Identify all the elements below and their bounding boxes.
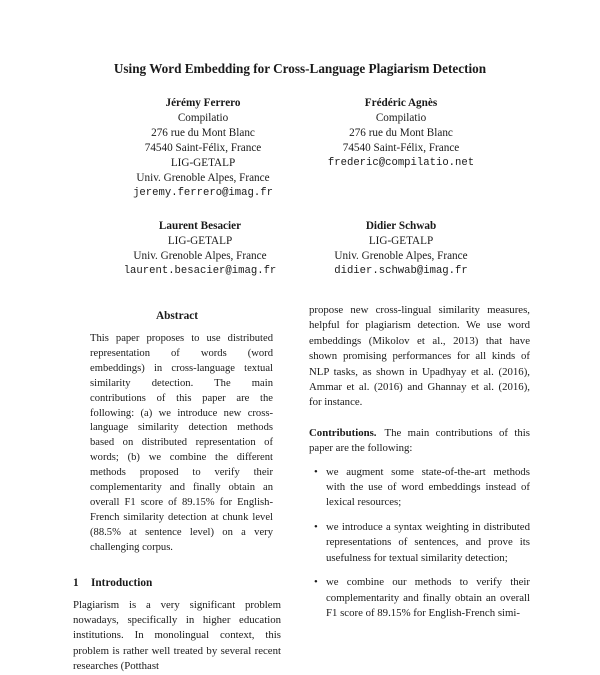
author-email: frederic@compilatio.net — [327, 157, 475, 169]
abstract-heading: Abstract — [155, 310, 199, 322]
author-affiliation: Compilatio — [375, 112, 427, 124]
author-name: Didier Schwab — [365, 220, 437, 232]
section-heading — [73, 577, 281, 589]
author-name: Jérémy Ferrero — [165, 97, 241, 109]
list-item — [314, 575, 530, 621]
left-column — [73, 310, 281, 675]
contributions-list — [309, 465, 530, 622]
bullet-icon: • — [314, 576, 318, 589]
list-item-text: we augment some state-of-the-art methods with the use of word embeddings instead of lexical resources; — [326, 465, 530, 509]
list-item — [314, 520, 530, 566]
author-affiliation: 74540 Saint-Félix, France — [342, 142, 460, 154]
author-affiliation: 74540 Saint-Félix, France — [144, 142, 262, 154]
author-email: jeremy.ferrero@imag.fr — [133, 187, 273, 199]
contributions-label: Contributions. — [309, 426, 377, 439]
author-affiliation: LIG-GETALP — [167, 235, 233, 247]
author-affiliation: LIG-GETALP — [170, 157, 236, 169]
bullet-icon: • — [314, 520, 318, 533]
abstract-text: This paper proposes to use distributed representation of words (word embeddings) in cross-language textual similarity detection. The main contributions of this paper are the following: (a) we introduce new cross-language similarity detection methods based on distributed representation of words; (b) we combine the different methods proposed to verify their complementarity and finally obtain an overall F1 score of 89.15% for English-French similarity detection at chunk level (88.5% at sentence level) on a very challenging corpus. — [90, 333, 273, 553]
contributions-text: The main contributions of this paper are the following: — [309, 426, 530, 455]
author-email: laurent.besacier@imag.fr — [123, 265, 277, 277]
author-block — [271, 96, 531, 171]
section-title: Introduction — [91, 576, 153, 589]
list-item — [314, 465, 530, 511]
intro-text: Plagiarism is a very significant problem nowadays, specifically in higher education institutions. In monolingual context, this problem is rather well treated by several recent researches (Potthast — [73, 598, 281, 673]
author-email: didier.schwab@imag.fr — [334, 265, 468, 277]
author-name: Frédéric Agnès — [364, 97, 438, 109]
list-item-text: we introduce a syntax weighting in distributed representations of sentences, and prove its usefulness for textual similarity detection; — [326, 520, 530, 564]
body-paragraph: propose new cross-lingual similarity measures, helpful for plagiarism detection. We use word embeddings (Mikolov et al., 2013) that have shown promising performances for all kinds of NLP tasks, as shown in Upadhyay et al. (2016), Ammar et al. (2016) and Ghannay et al. (2016), for instance. — [309, 304, 530, 409]
author-affiliation: Univ. Grenoble Alpes, France — [133, 250, 267, 262]
author-name: Laurent Besacier — [158, 220, 242, 232]
paper-title: Using Word Embedding for Cross-Language Plagiarism Detection — [113, 61, 487, 76]
author-affiliation: 276 rue du Mont Blanc — [151, 127, 255, 139]
contributions-paragraph — [309, 426, 530, 457]
bullet-icon: • — [314, 465, 318, 478]
section-number: 1 — [73, 576, 79, 589]
author-block — [271, 219, 531, 279]
right-column — [309, 303, 530, 630]
author-affiliation: 276 rue du Mont Blanc — [349, 127, 453, 139]
author-affiliation: Compilatio — [177, 112, 229, 124]
author-affiliation: Univ. Grenoble Alpes, France — [334, 250, 468, 262]
author-affiliation: LIG-GETALP — [368, 235, 434, 247]
list-item-text: we combine our methods to verify their complementarity and finally obtain an overall F1 score of 89.15% for English-French simi- — [326, 576, 530, 619]
author-affiliation: Univ. Grenoble Alpes, France — [136, 172, 270, 184]
